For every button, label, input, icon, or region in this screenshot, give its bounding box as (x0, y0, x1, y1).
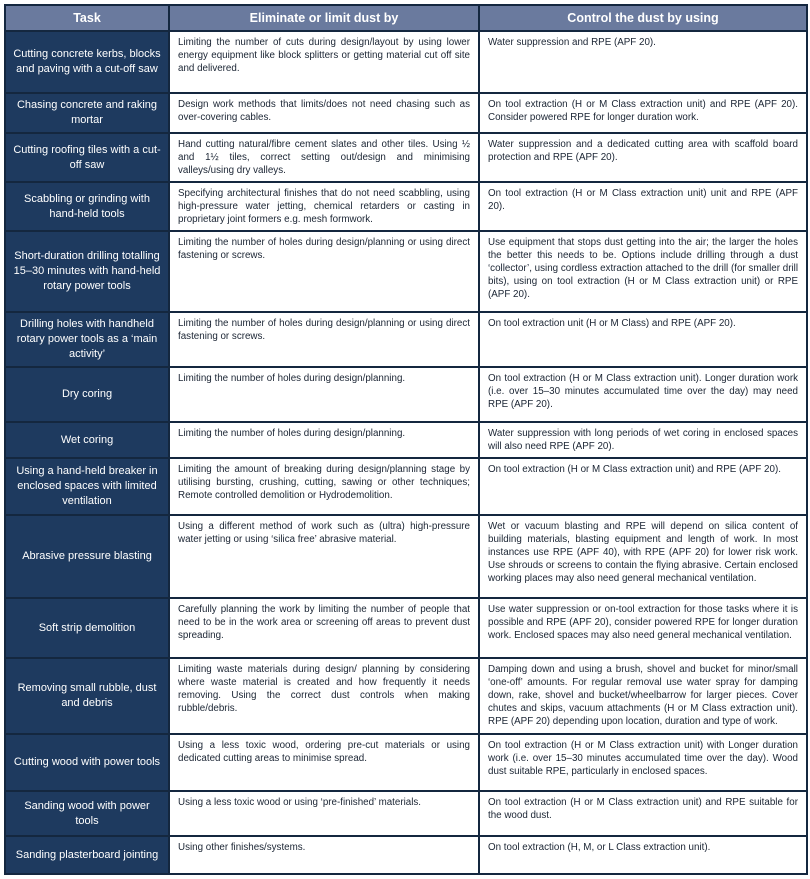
task-cell: Sanding plasterboard jointing (5, 836, 169, 874)
table-row (5, 734, 807, 791)
table-row (5, 658, 807, 734)
task-cell: Using a hand-held breaker in enclosed spaces with limited ventilation (5, 458, 169, 515)
task-cell: Cutting wood with power tools (5, 734, 169, 791)
table-row (5, 182, 807, 231)
column-header-control: Control the dust by using (479, 5, 807, 31)
table-row (5, 458, 807, 515)
control-cell: Use water suppression or on-tool extraction for those tasks where it is possible and RPE (APF 20), consider powered RPE for longer duration work. Enclosed spaces may also need general mechanical ventilation. (479, 598, 807, 658)
task-cell: Scabbling or grinding with hand-held tools (5, 182, 169, 231)
dust-control-table (4, 4, 808, 875)
task-cell: Wet coring (5, 422, 169, 458)
table-header-row (5, 5, 807, 31)
table-row (5, 231, 807, 312)
eliminate-cell: Using a less toxic wood or using ‘pre-finished’ materials. (169, 791, 479, 836)
eliminate-cell: Limiting waste materials during design/ planning by considering where waste material is created and how frequently it needs removing. Using the correct dust controls when making rubble/debris. (169, 658, 479, 734)
task-cell: Cutting concrete kerbs, blocks and paving with a cut-off saw (5, 31, 169, 93)
task-cell: Chasing concrete and raking mortar (5, 93, 169, 133)
control-cell: Damping down and using a brush, shovel and bucket for minor/small ‘one-off’ amounts. For regular removal use water spray for damping down, rake, shovel and bucket/wheelbarrow for larger pieces. Cover chutes and skips, vacuum attachments (H or M Class extraction unit). RPE (APF 20) depending upon location, duration and type of work. (479, 658, 807, 734)
control-cell: On tool extraction (H or M Class extraction unit) unit and RPE (APF 20). (479, 182, 807, 231)
eliminate-cell: Hand cutting natural/fibre cement slates and other tiles. Using ½ and 1½ tiles, correct setting out/design and minimising valleys/using dry valleys. (169, 133, 479, 182)
eliminate-cell: Using a different method of work such as (ultra) high-pressure water jetting or using ‘silica free’ abrasive material. (169, 515, 479, 598)
control-cell: Water suppression and a dedicated cutting area with scaffold board protection and RPE (APF 20). (479, 133, 807, 182)
column-header-task: Task (5, 5, 169, 31)
eliminate-cell: Specifying architectural finishes that do not need scabbling, using high-pressure water jetting, chemical retarders or casting in proprietary joint formers e.g. mesh formwork. (169, 182, 479, 231)
control-cell: Water suppression with long periods of wet coring in enclosed spaces will also need RPE (APF 20). (479, 422, 807, 458)
eliminate-cell: Limiting the number of holes during design/planning or using direct fastening or screws. (169, 312, 479, 367)
eliminate-cell: Limiting the amount of breaking during design/planning stage by utilising bursting, crushing, cutting, sawing or other techniques; Remote controlled demolition or Hydrodemolition. (169, 458, 479, 515)
control-cell: On tool extraction (H, M, or L Class extraction unit). (479, 836, 807, 874)
task-cell: Removing small rubble, dust and debris (5, 658, 169, 734)
control-cell: On tool extraction (H or M Class extraction unit) and RPE (APF 20). (479, 458, 807, 515)
eliminate-cell: Limiting the number of holes during design/planning. (169, 422, 479, 458)
eliminate-cell: Limiting the number of holes during design/planning. (169, 367, 479, 422)
table-row (5, 312, 807, 367)
control-cell: Wet or vacuum blasting and RPE will depend on silica content of building materials, blasting equipment and length of work. In most instances use RPE (APF 40), with RPE (APF 20) for lower risk work. Use shrouds or screens to contain the flying abrasive. Certain enclosed working places may also need general mechanical ventilation. (479, 515, 807, 598)
task-cell: Soft strip demolition (5, 598, 169, 658)
table-row (5, 422, 807, 458)
table-body (5, 31, 807, 874)
table-row (5, 836, 807, 874)
eliminate-cell: Using other finishes/systems. (169, 836, 479, 874)
eliminate-cell: Using a less toxic wood, ordering pre-cut materials or using dedicated cutting areas to minimise spread. (169, 734, 479, 791)
task-cell: Drilling holes with handheld rotary power tools as a ‘main activity’ (5, 312, 169, 367)
task-cell: Cutting roofing tiles with a cut-off saw (5, 133, 169, 182)
control-cell: On tool extraction (H or M Class extraction unit) and RPE (APF 20). Consider powered RPE for longer duration work. (479, 93, 807, 133)
eliminate-cell: Carefully planning the work by limiting the number of people that need to be in the work area or screening off areas to prevent dust spreading. (169, 598, 479, 658)
task-cell: Sanding wood with power tools (5, 791, 169, 836)
table-row (5, 598, 807, 658)
table-row (5, 93, 807, 133)
control-cell: Use equipment that stops dust getting into the air; the larger the holes the better this needs to be. Options include drilling through a dust ‘collector’, using cordless extraction attached to the drill (for smaller drill bits), using on tool extraction (H or M Class extraction unit) or RPE (APF 20). (479, 231, 807, 312)
table-row (5, 791, 807, 836)
control-cell: On tool extraction unit (H or M Class) and RPE (APF 20). (479, 312, 807, 367)
control-cell: On tool extraction (H or M Class extraction unit). Longer duration work (i.e. over 15–30 minutes accumulated time over the day) may need RPE (APF 20). (479, 367, 807, 422)
control-cell: On tool extraction (H or M Class extraction unit) with Longer duration work (i.e. over 15–30 minutes accumulated time over the day). Wood dust suitable RPE, particularly in enclosed spaces. (479, 734, 807, 791)
task-cell: Abrasive pressure blasting (5, 515, 169, 598)
control-cell: On tool extraction (H or M Class extraction unit) and RPE suitable for the wood dust. (479, 791, 807, 836)
eliminate-cell: Design work methods that limits/does not need chasing such as over-covering cables. (169, 93, 479, 133)
table-row (5, 133, 807, 182)
eliminate-cell: Limiting the number of cuts during design/layout by using lower energy equipment like block splitters or getting material cut off site and delivered. (169, 31, 479, 93)
task-cell: Dry coring (5, 367, 169, 422)
table-row (5, 515, 807, 598)
control-cell: Water suppression and RPE (APF 20). (479, 31, 807, 93)
table-row (5, 31, 807, 93)
column-header-eliminate: Eliminate or limit dust by (169, 5, 479, 31)
eliminate-cell: Limiting the number of holes during design/planning or using direct fastening or screws. (169, 231, 479, 312)
task-cell: Short-duration drilling totalling 15–30 minutes with hand-held rotary power tools (5, 231, 169, 312)
table-row (5, 367, 807, 422)
